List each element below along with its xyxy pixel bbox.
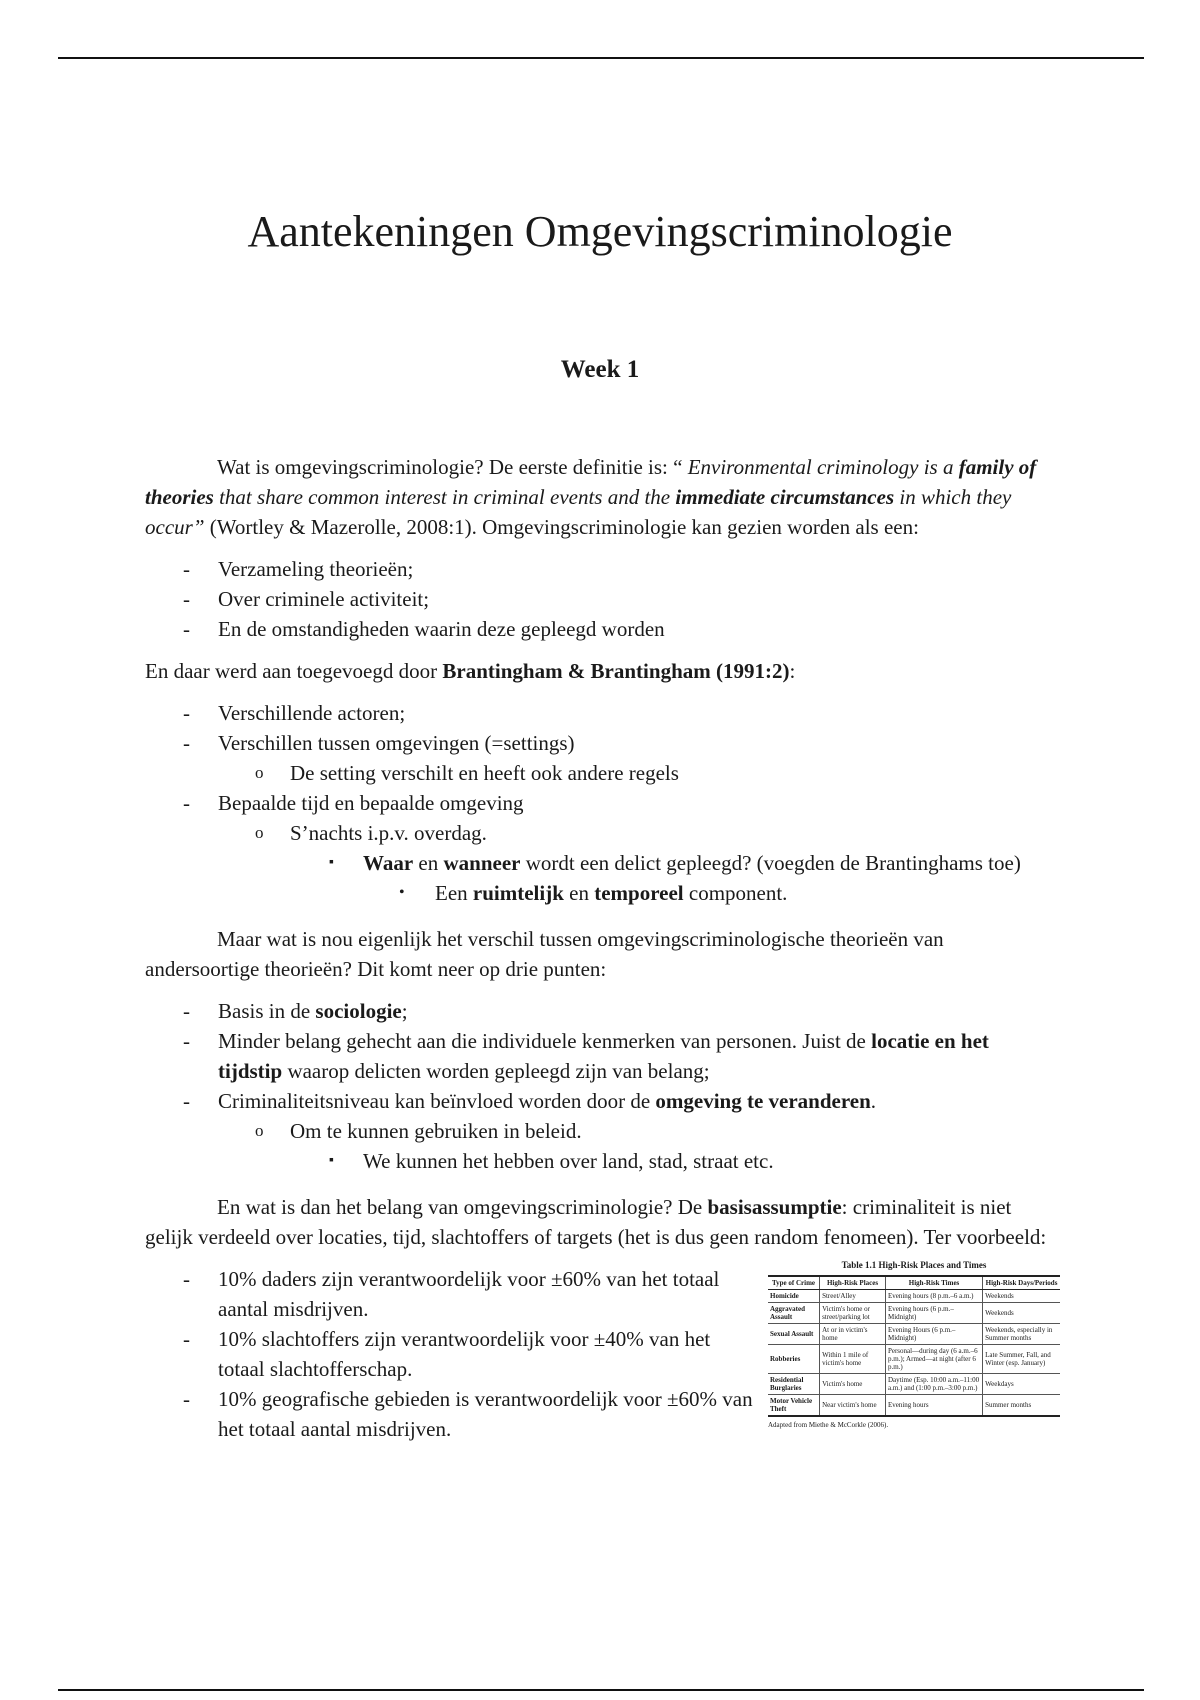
table-header-cell: High-Risk Days/Periods [983, 1276, 1060, 1290]
footer-rule [58, 1689, 1144, 1691]
table-row [768, 1395, 1060, 1417]
table-header-row [768, 1276, 1060, 1290]
list-item: - Over criminele activiteit; [183, 587, 430, 611]
list-item: - Minder belang gehecht aan die individuele kenmerken van personen. Juist de locatie en het tijdstip waarop delicten worden gepleegd zijn van belang; [183, 1029, 989, 1083]
table-cell: Street/Alley [820, 1290, 886, 1303]
document-body [145, 452, 1058, 1444]
table-row [768, 1374, 1060, 1395]
list-item: - Verschillende actoren; [183, 701, 406, 725]
header-rule [58, 57, 1144, 59]
table-cell: Weekends [983, 1290, 1060, 1303]
list-item: - Verzameling theorieën; [183, 557, 414, 581]
table-header-cell: High-Risk Times [885, 1276, 982, 1290]
paragraph-definition: Wat is omgevingscriminologie? De eerste definitie is: “ Environmental criminology is a family of theories that share common interest in criminal events and the immediate circumstances in which they occur” (Wortley & Mazerolle, 2008:1). Omgevingscriminologie kan gezien worden als een: [145, 455, 1037, 539]
table-cell: At or in victim's home [820, 1324, 886, 1345]
list-item: - 10% geografische gebieden is verantwoordelijk voor ±60% van het totaal aantal misdrijven. [183, 1387, 753, 1441]
table-cell: Residential Burglaries [768, 1374, 820, 1395]
paragraph-difference: Maar wat is nou eigenlijk het verschil tussen omgevingscriminologische theorieën van andersoortige theorieën? Dit komt neer op drie punten: [145, 927, 944, 981]
paragraph-brantingham: En daar werd aan toegevoegd door Brantingham & Brantingham (1991:2): [145, 659, 796, 683]
list-item: - Verschillen tussen omgevingen (=settings) [183, 731, 575, 755]
table-cell: Victim's home [820, 1374, 886, 1395]
document-title: Aantekeningen Omgevingscriminologie [247, 207, 953, 256]
table-row [768, 1324, 1060, 1345]
sub-sub-sub-list-item: • Een ruimtelijk en temporeel component. [399, 881, 788, 905]
list-item: - 10% daders zijn verantwoordelijk voor ±60% van het totaal aantal misdrijven. [183, 1267, 720, 1321]
table-row [768, 1303, 1060, 1324]
table-cell: Summer months [983, 1395, 1060, 1417]
sub-sub-list-item: ▪ Waar en wanneer wordt een delict gepleegd? (voegden de Brantinghams toe) [329, 851, 1021, 875]
table-cell: Evening hours (8 p.m.–6 a.m.) [885, 1290, 982, 1303]
paragraph-basisassumptie: En wat is dan het belang van omgevingscriminologie? De basisassumptie: criminaliteit is niet gelijk verdeeld over locaties, tijd, slachtoffers of targets (het is dus geen random fenomeen). Ter voorbeeld: [145, 1195, 1047, 1249]
list-item: - Criminaliteitsniveau kan beïnvloed worden door de omgeving te veranderen. [183, 1089, 877, 1113]
list-item: - 10% slachtoffers zijn verantwoordelijk voor ±40% van het totaal slachtofferschap. [183, 1327, 711, 1381]
table-cell: Aggravated Assault [768, 1303, 820, 1324]
table-header-cell: Type of Crime [768, 1276, 820, 1290]
table-cell: Within 1 mile of victim's home [820, 1345, 886, 1374]
high-risk-table [768, 1275, 1060, 1417]
table-cell: Evening Hours (6 p.m.–Midnight) [885, 1324, 982, 1345]
table-cell: Victim's home or street/parking lot [820, 1303, 886, 1324]
table-cell: Sexual Assault [768, 1324, 820, 1345]
table-cell: Weekends, especially in Summer months [983, 1324, 1060, 1345]
list-three-points [145, 996, 1055, 1176]
table-cell: Evening hours (6 p.m.–Midnight) [885, 1303, 982, 1324]
high-risk-table-figure [768, 1259, 1060, 1430]
table-row [768, 1290, 1060, 1303]
table-cell: Near victim's home [820, 1395, 886, 1417]
table-cell: Robberies [768, 1345, 820, 1374]
table-cell: Personal—during day (6 a.m.–6 p.m.); Armed—at night (after 6 p.m.) [885, 1345, 982, 1374]
table-cell: Homicide [768, 1290, 820, 1303]
table-row [768, 1345, 1060, 1374]
sub-list-item: o Om te kunnen gebruiken in beleid. [255, 1119, 582, 1143]
list-item: - Bepaalde tijd en bepaalde omgeving [183, 791, 524, 815]
table-cell: Late Summer, Fall, and Winter (esp. January) [983, 1345, 1060, 1374]
section-heading: Week 1 [560, 356, 640, 383]
table-header-cell: High-Risk Places [820, 1276, 886, 1290]
examples-block [145, 1260, 1058, 1444]
table-cell: Evening hours [885, 1395, 982, 1417]
list-definition [145, 554, 1055, 644]
table-caption: Table 1.1 High-Risk Places and Times [841, 1260, 987, 1270]
sub-list-item: o De setting verschilt en heeft ook andere regels [255, 761, 679, 785]
table-cell: Weekdays [983, 1374, 1060, 1395]
list-item: - Basis in de sociologie; [183, 999, 408, 1023]
list-brantingham [145, 698, 1055, 908]
sub-sub-list-item: ▪ We kunnen het hebben over land, stad, straat etc. [329, 1149, 774, 1173]
table-cell: Motor Vehicle Theft [768, 1395, 820, 1417]
table-cell: Weekends [983, 1303, 1060, 1324]
sub-list-item: o S’nachts i.p.v. overdag. [255, 821, 487, 845]
list-examples [145, 1264, 755, 1444]
table-cell: Daytime (Esp. 10:00 a.m.–11:00 a.m.) and (1:00 p.m.–3:00 p.m.) [885, 1374, 982, 1395]
table-source: Adapted from Miethe & McCorkle (2006). [768, 1421, 889, 1429]
list-item: - En de omstandigheden waarin deze gepleegd worden [183, 617, 665, 641]
